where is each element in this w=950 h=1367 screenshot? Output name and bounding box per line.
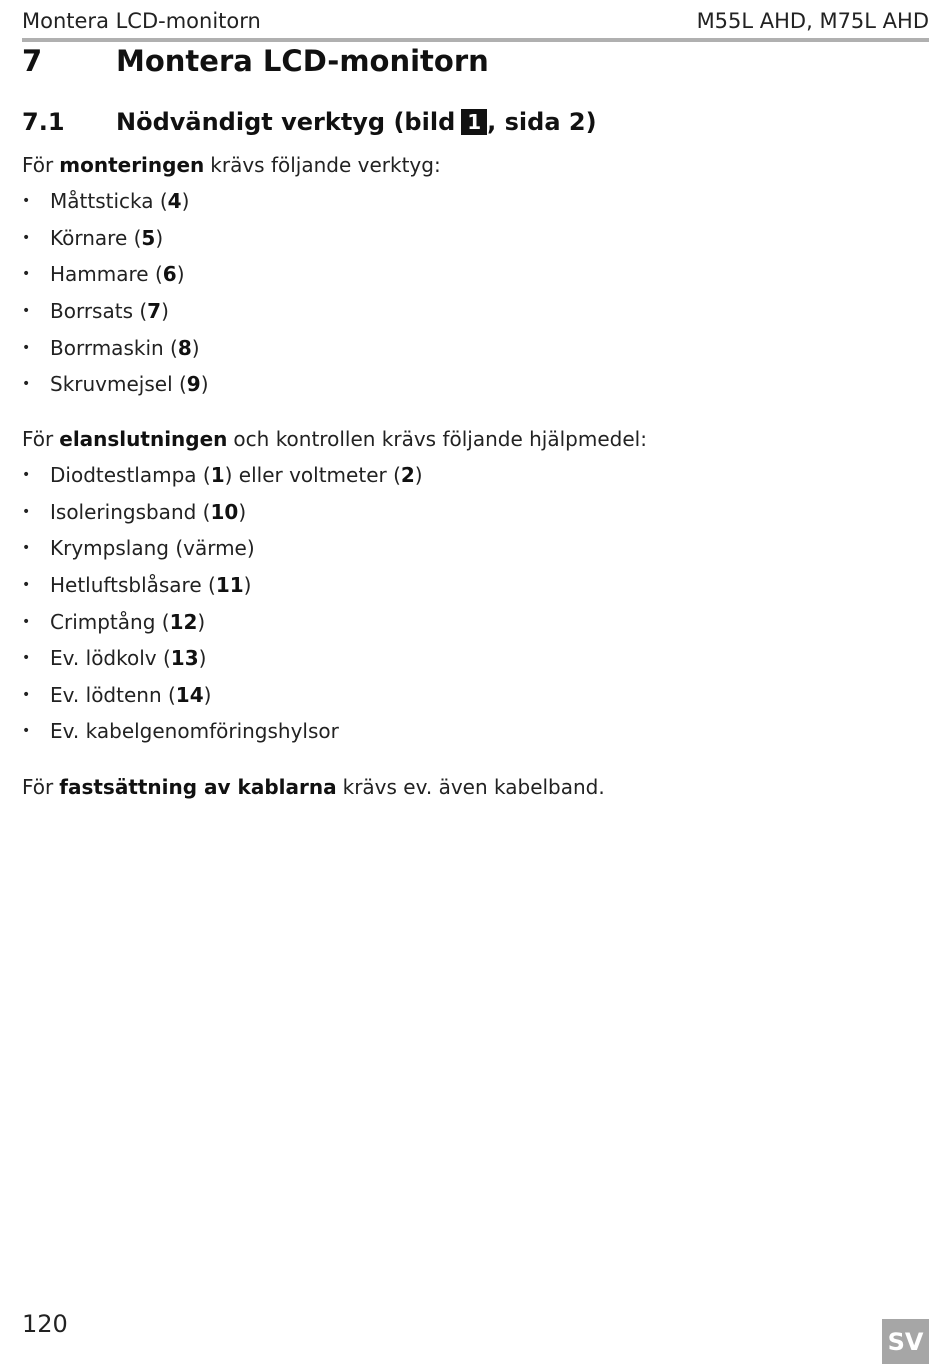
subsection-title: Nödvändigt verktyg (bild bbox=[116, 108, 456, 136]
list-item bbox=[22, 220, 209, 257]
list-item bbox=[22, 713, 423, 750]
list-item bbox=[22, 640, 423, 677]
item-number: 5 bbox=[141, 225, 156, 250]
bullet-icon: • bbox=[22, 193, 31, 210]
tools-intro bbox=[22, 150, 441, 180]
list-item bbox=[22, 293, 209, 330]
item-close: ) bbox=[181, 189, 190, 214]
item-text: Ev. lödkolv ( bbox=[50, 646, 171, 671]
subsection-heading bbox=[22, 104, 597, 140]
list-item bbox=[22, 366, 209, 403]
bullet-icon: • bbox=[22, 303, 31, 320]
cable-note-bold: fastsättning av kablarna bbox=[59, 775, 337, 799]
header-model-names: M55L AHD, M75L AHD bbox=[696, 9, 929, 33]
bullet-icon: • bbox=[22, 686, 31, 703]
language-badge: SV bbox=[882, 1319, 929, 1364]
item-number: 10 bbox=[210, 499, 239, 524]
aids-list bbox=[22, 457, 423, 750]
item-close: ) bbox=[161, 299, 169, 324]
figure-reference-badge: 1 bbox=[461, 109, 487, 135]
item-text: Diodtestlampa ( bbox=[50, 463, 211, 488]
bullet-icon: • bbox=[22, 376, 31, 393]
aids-intro-bold: elanslutningen bbox=[59, 427, 228, 451]
list-item bbox=[22, 256, 209, 293]
cable-note-text: För bbox=[22, 775, 54, 799]
tools-intro-text-end: krävs följande verktyg: bbox=[210, 153, 441, 177]
item-close: ) bbox=[414, 463, 423, 488]
item-number: 7 bbox=[147, 299, 162, 324]
list-item bbox=[22, 677, 423, 714]
item-close: ) bbox=[238, 499, 247, 524]
item-number: 14 bbox=[175, 682, 204, 707]
item-text: Krympslang (värme) bbox=[50, 536, 255, 561]
item-number: 8 bbox=[177, 335, 192, 360]
section-number: 7 bbox=[22, 44, 43, 78]
item-close: ) bbox=[155, 225, 164, 250]
item-text: Skruvmejsel ( bbox=[50, 372, 187, 397]
item-number: 1 bbox=[210, 463, 225, 488]
item-number: 12 bbox=[169, 609, 198, 634]
bullet-icon: • bbox=[22, 266, 31, 283]
item-number: 4 bbox=[167, 189, 182, 214]
item-close: ) bbox=[203, 682, 212, 707]
item-close: ) bbox=[200, 372, 209, 397]
tools-intro-text: För bbox=[22, 153, 54, 177]
subsection-title-page: , sida 2) bbox=[487, 108, 597, 136]
item-text: Hammare ( bbox=[50, 262, 163, 287]
item-close: ) bbox=[243, 573, 252, 598]
item-text: Borrsats ( bbox=[50, 299, 148, 324]
bullet-icon: • bbox=[22, 339, 31, 356]
item-number: 6 bbox=[162, 262, 177, 287]
bullet-icon: • bbox=[22, 650, 31, 667]
item-number: 9 bbox=[186, 372, 201, 397]
item-number: 11 bbox=[215, 573, 244, 598]
bullet-icon: • bbox=[22, 613, 31, 630]
item-number-2: 2 bbox=[400, 463, 415, 488]
item-close: ) bbox=[191, 335, 200, 360]
item-text: Crimptång ( bbox=[50, 609, 170, 634]
item-close: ) bbox=[197, 609, 206, 634]
list-item bbox=[22, 603, 423, 640]
item-text: Måttsticka ( bbox=[50, 189, 168, 214]
list-item bbox=[22, 494, 423, 531]
item-close: ) bbox=[198, 646, 207, 671]
aids-intro-text: För bbox=[22, 427, 54, 451]
list-item bbox=[22, 329, 209, 366]
item-close: ) bbox=[176, 262, 185, 287]
item-text: Ev. kabelgenomföringshylsor bbox=[50, 719, 339, 744]
bullet-icon: • bbox=[22, 723, 31, 740]
list-item bbox=[22, 530, 423, 567]
cable-note-text-end: krävs ev. även kabelband. bbox=[342, 775, 605, 799]
item-text: Borrmaskin ( bbox=[50, 335, 178, 360]
cable-note bbox=[22, 772, 605, 802]
item-text-mid: ) eller voltmeter ( bbox=[224, 463, 401, 488]
page-header bbox=[22, 6, 929, 36]
item-text: Körnare ( bbox=[50, 225, 142, 250]
tools-list bbox=[22, 183, 209, 403]
page-number: 120 bbox=[22, 1310, 68, 1338]
tools-intro-bold: monteringen bbox=[59, 153, 205, 177]
item-text: Hetluftsblåsare ( bbox=[50, 573, 216, 598]
aids-intro bbox=[22, 424, 647, 454]
item-text: Ev. lödtenn ( bbox=[50, 682, 176, 707]
bullet-icon: • bbox=[22, 577, 31, 594]
subsection-number: 7.1 bbox=[22, 108, 65, 136]
aids-intro-text-end: och kontrollen krävs följande hjälpmedel: bbox=[233, 427, 647, 451]
header-chapter-title: Montera LCD-monitorn bbox=[22, 9, 261, 33]
bullet-icon: • bbox=[22, 540, 31, 557]
item-text: Isoleringsband ( bbox=[50, 499, 211, 524]
bullet-icon: • bbox=[22, 467, 31, 484]
item-number: 13 bbox=[170, 646, 199, 671]
section-heading bbox=[22, 42, 489, 80]
bullet-icon: • bbox=[22, 229, 31, 246]
list-item bbox=[22, 457, 423, 494]
bullet-icon: • bbox=[22, 503, 31, 520]
list-item bbox=[22, 567, 423, 604]
list-item bbox=[22, 183, 209, 220]
section-title: Montera LCD-monitorn bbox=[116, 44, 489, 78]
